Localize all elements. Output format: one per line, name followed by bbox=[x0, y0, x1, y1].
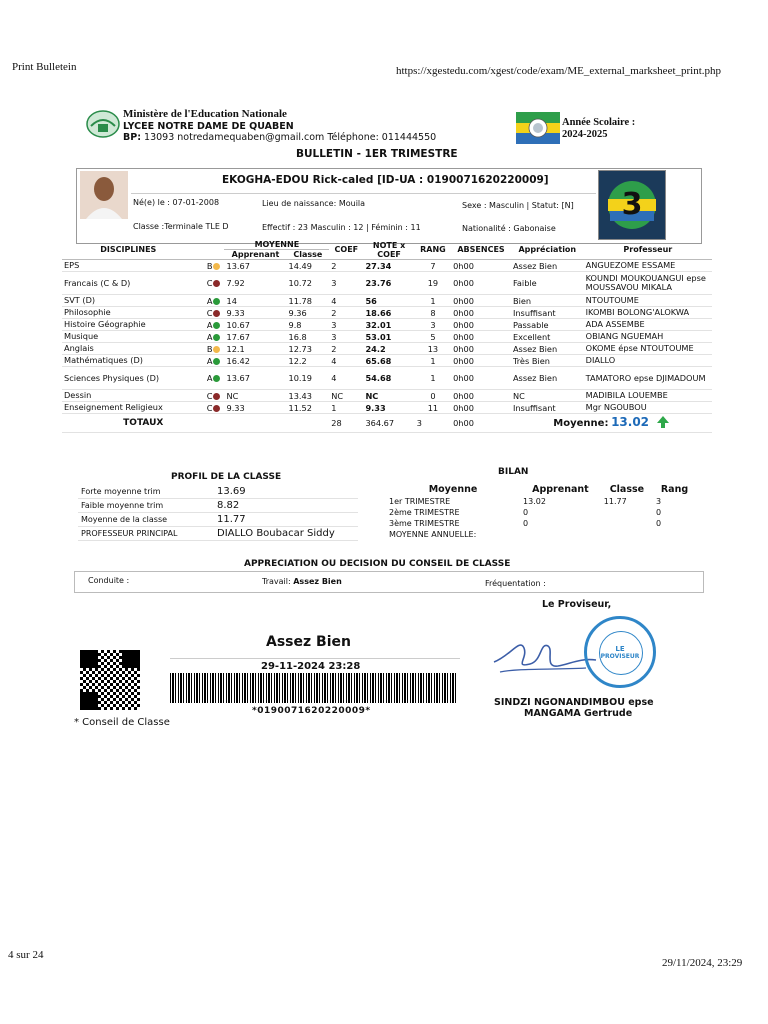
absences: 0h00 bbox=[451, 343, 511, 355]
bilan-trimestre: 2ème TRIMESTRE bbox=[389, 508, 460, 517]
header-grade-blank bbox=[195, 240, 225, 260]
discipline-name: Francais (C & D) bbox=[62, 272, 195, 295]
proviseur-label: Le Proviseur, bbox=[542, 599, 612, 610]
discipline-name: SVT (D) bbox=[62, 295, 195, 307]
decision-box bbox=[74, 571, 704, 593]
note-coef: NC bbox=[363, 390, 414, 402]
professeur-name: ADA ASSEMBE bbox=[584, 319, 712, 331]
bilan-row bbox=[386, 518, 696, 529]
classe-average: 10.19 bbox=[286, 367, 329, 390]
apprenant-average: 16.42 bbox=[224, 355, 286, 367]
bilan-classe bbox=[601, 518, 653, 529]
print-title: Print Bulletein bbox=[12, 61, 77, 73]
absences: 0h00 bbox=[451, 260, 511, 272]
grade-row bbox=[62, 295, 712, 307]
grade-letter: C bbox=[206, 402, 213, 413]
bilan-classe: 11.77 bbox=[603, 497, 627, 506]
profil-row bbox=[78, 499, 358, 513]
header-appreciation: Appréciation bbox=[511, 240, 584, 260]
appreciation: Assez Bien bbox=[511, 367, 584, 390]
discipline-name: Musique bbox=[62, 331, 195, 343]
coefficient: 4 bbox=[329, 355, 363, 367]
totaux-note: 364.67 bbox=[363, 414, 414, 433]
absences: 0h00 bbox=[451, 319, 511, 331]
bilan-rang: 0 bbox=[655, 519, 662, 528]
coefficient: 4 bbox=[329, 295, 363, 307]
grade-row bbox=[62, 272, 712, 295]
bilan-apprenant: 13.02 bbox=[523, 497, 546, 506]
rang: 19 bbox=[415, 272, 451, 295]
rang: 1 bbox=[415, 295, 451, 307]
bilan-trimestre: 1er TRIMESTRE bbox=[389, 497, 451, 506]
rank-badge-number: 3 bbox=[621, 187, 643, 222]
apprenant-average: 7.92 bbox=[224, 272, 286, 295]
grade-dot-icon bbox=[213, 310, 220, 317]
absences: 0h00 bbox=[451, 367, 511, 390]
note-coef: 65.68 bbox=[363, 355, 414, 367]
bilan-rang: 0 bbox=[655, 508, 662, 517]
moyenne-cell bbox=[511, 414, 712, 433]
class-effectif: Effectif : 23 Masculin : 12 | Féminin : 11 bbox=[262, 223, 421, 232]
arrow-up-icon bbox=[656, 415, 670, 431]
absences: 0h00 bbox=[451, 402, 511, 414]
moyenne-value: 13.02 bbox=[611, 414, 650, 429]
note-coef: 27.34 bbox=[363, 260, 414, 272]
apprenant-average: 14 bbox=[224, 295, 286, 307]
bilan-classe bbox=[601, 507, 653, 518]
stamp-text-proviseur: PROVISEUR bbox=[600, 653, 640, 660]
barcode-text: *0190071620220009* bbox=[252, 706, 371, 716]
bilan-body bbox=[386, 496, 696, 529]
grade-dot-icon bbox=[213, 334, 220, 341]
professeur-name: ANGUEZOME ESSAME bbox=[584, 260, 712, 272]
student-nationality: Nationalité : Gabonaise bbox=[462, 224, 556, 233]
note-coef: 18.66 bbox=[363, 307, 414, 319]
classe-average: 13.43 bbox=[286, 390, 329, 402]
appreciation: Très Bien bbox=[511, 355, 584, 367]
grade-dot-icon bbox=[213, 358, 220, 365]
travail-label: Travail: bbox=[262, 577, 291, 586]
header-rang: RANG bbox=[415, 240, 451, 260]
classe-average: 14.49 bbox=[286, 260, 329, 272]
classe-average: 11.52 bbox=[286, 402, 329, 414]
discipline-name: Enseignement Religieux bbox=[62, 402, 195, 414]
grade-cell bbox=[195, 295, 225, 307]
bulletin-title: BULLETIN - 1ER TRIMESTRE bbox=[296, 148, 458, 160]
grade-letter: B bbox=[206, 260, 213, 271]
appreciation: Insuffisant bbox=[511, 402, 584, 414]
grade-cell bbox=[195, 343, 225, 355]
header-coef: COEF bbox=[329, 240, 363, 260]
header-apprenant: Apprenant bbox=[224, 250, 286, 260]
grade-row bbox=[62, 390, 712, 402]
bilan-row bbox=[386, 496, 696, 507]
grade-cell bbox=[195, 367, 225, 390]
grade-cell bbox=[195, 319, 225, 331]
profil-label: Moyenne de la classe bbox=[78, 513, 214, 527]
absences: 0h00 bbox=[451, 355, 511, 367]
grade-cell bbox=[195, 260, 225, 272]
student-class: Classe :Terminale TLE D bbox=[133, 222, 229, 231]
classe-average: 12.2 bbox=[286, 355, 329, 367]
coefficient: NC bbox=[329, 390, 363, 402]
rang: 1 bbox=[415, 367, 451, 390]
signature bbox=[490, 628, 600, 688]
bilan-h-rang: Rang bbox=[660, 484, 689, 495]
appreciation: Passable bbox=[511, 319, 584, 331]
appreciation: Insuffisant bbox=[511, 307, 584, 319]
apprenant-average: 9.33 bbox=[224, 307, 286, 319]
student-info-divider bbox=[131, 193, 596, 194]
bilan-trimestre: 3ème TRIMESTRE bbox=[389, 519, 460, 528]
header-disciplines: DISCIPLINES bbox=[62, 240, 195, 260]
coefficient: 3 bbox=[329, 272, 363, 295]
bilan-annuelle-row bbox=[386, 529, 696, 540]
profil-label: Faible moyenne trim bbox=[78, 499, 214, 513]
apprenant-average: 13.67 bbox=[224, 367, 286, 390]
grade-row bbox=[62, 307, 712, 319]
bilan-annuelle-blank bbox=[520, 529, 696, 540]
grade-cell bbox=[195, 272, 225, 295]
appreciation: NC bbox=[511, 390, 584, 402]
totaux-absences: 0h00 bbox=[451, 414, 511, 433]
apprenant-average: 17.67 bbox=[224, 331, 286, 343]
conseil-note: * Conseil de Classe bbox=[74, 717, 170, 728]
appreciation: Assez Bien bbox=[511, 343, 584, 355]
discipline-name: Sciences Physiques (D) bbox=[62, 367, 195, 390]
note-coef: 24.2 bbox=[363, 343, 414, 355]
bp-label: BP: bbox=[123, 132, 142, 143]
bilan-h-apprenant: Apprenant bbox=[532, 484, 589, 495]
appreciation: Assez Bien bbox=[511, 260, 584, 272]
profil-table bbox=[78, 485, 358, 541]
profil-value: 13.69 bbox=[214, 485, 358, 499]
grade-dot-icon bbox=[213, 346, 220, 353]
coefficient: 2 bbox=[329, 260, 363, 272]
grade-dot-icon bbox=[213, 280, 220, 287]
profil-body bbox=[78, 485, 358, 541]
grade-letter: C bbox=[206, 278, 213, 288]
note-coef: 53.01 bbox=[363, 331, 414, 343]
bilan-h-classe: Classe bbox=[609, 484, 645, 495]
year-label: Année Scolaire : bbox=[562, 117, 636, 128]
professeur-name: OBIANG NGUEMAH bbox=[584, 331, 712, 343]
bilan-header-row bbox=[386, 483, 696, 496]
note-coef: 54.68 bbox=[363, 367, 414, 390]
professeur-name: OKOME épse NTOUTOUME bbox=[584, 343, 712, 355]
print-page-number: 4 sur 24 bbox=[8, 949, 44, 961]
professeur-name: TAMATORO epse DJIMADOUM bbox=[584, 367, 712, 390]
bilan-title: BILAN bbox=[498, 467, 529, 477]
grade-letter: C bbox=[206, 307, 213, 318]
profil-row bbox=[78, 513, 358, 527]
absences: 0h00 bbox=[451, 272, 511, 295]
coefficient: 3 bbox=[329, 331, 363, 343]
contact-text: 13093 notredamequaben@gmail.com Téléphone: 011444550 bbox=[144, 132, 437, 143]
grade-row bbox=[62, 319, 712, 331]
grade-dot-icon bbox=[213, 375, 220, 382]
student-sex-status: Sexe : Masculin | Statut: [N] bbox=[462, 201, 574, 210]
gabon-flag-emblem bbox=[516, 112, 560, 144]
school-name: LYCEE NOTRE DAME DE QUABEN bbox=[123, 121, 294, 132]
header-classe: Classe bbox=[286, 250, 329, 260]
proviseur-name-2: MANGAMA Gertrude bbox=[524, 708, 633, 719]
coefficient: 4 bbox=[329, 367, 363, 390]
travail-field bbox=[262, 577, 342, 586]
profil-label: PROFESSEUR PRINCIPAL bbox=[78, 527, 214, 541]
moyenne-label: Moyenne: bbox=[553, 417, 609, 429]
grade-row bbox=[62, 260, 712, 272]
student-name: EKOGHA-EDOU Rick-caled [ID-UA : 0190071620220009] bbox=[222, 174, 549, 186]
rang: 8 bbox=[415, 307, 451, 319]
classe-average: 11.78 bbox=[286, 295, 329, 307]
grade-letter: A bbox=[206, 295, 213, 306]
student-birthplace: Lieu de naissance: Mouila bbox=[262, 199, 366, 208]
note-coef: 56 bbox=[363, 295, 414, 307]
mention-text: Assez Bien bbox=[266, 634, 351, 650]
appreciation: Excellent bbox=[511, 331, 584, 343]
profil-value: 11.77 bbox=[214, 513, 358, 527]
grade-cell bbox=[195, 307, 225, 319]
absences: 0h00 bbox=[451, 390, 511, 402]
student-birth-date: Né(e) le : 07-01-2008 bbox=[133, 198, 220, 207]
absences: 0h00 bbox=[451, 295, 511, 307]
ministry-name: Ministère de l'Education Nationale bbox=[123, 108, 287, 120]
totaux-rang: 3 bbox=[415, 414, 451, 433]
totaux-blank bbox=[224, 414, 329, 433]
rang: 7 bbox=[415, 260, 451, 272]
school-year: 2024-2025 bbox=[562, 129, 608, 140]
header-note-coef: NOTE x COEF bbox=[363, 240, 414, 260]
print-date: 29-11-2024 23:28 bbox=[261, 661, 361, 672]
barcode-top-rule bbox=[170, 658, 460, 659]
totaux-row bbox=[62, 414, 712, 433]
classe-average: 10.72 bbox=[286, 272, 329, 295]
print-url: https://xgestedu.com/xgest/code/exam/ME_external_marksheet_print.php bbox=[396, 65, 722, 77]
absences: 0h00 bbox=[451, 307, 511, 319]
rang: 13 bbox=[415, 343, 451, 355]
totaux-label: TOTAUX bbox=[62, 414, 224, 433]
grade-letter: B bbox=[206, 343, 213, 354]
grade-row bbox=[62, 343, 712, 355]
professeur-name: Mgr NGOUBOU bbox=[584, 402, 712, 414]
classe-average: 9.8 bbox=[286, 319, 329, 331]
note-coef: 23.76 bbox=[363, 272, 414, 295]
coefficient: 1 bbox=[329, 402, 363, 414]
school-contact bbox=[123, 132, 436, 143]
profil-title: PROFIL DE LA CLASSE bbox=[171, 472, 282, 482]
coefficient: 2 bbox=[329, 343, 363, 355]
discipline-name: Anglais bbox=[62, 343, 195, 355]
apprenant-average: 13.67 bbox=[224, 260, 286, 272]
classe-average: 16.8 bbox=[286, 331, 329, 343]
bilan-h-moyenne: Moyenne bbox=[428, 484, 478, 495]
grade-letter: A bbox=[206, 355, 213, 366]
discipline-name: Philosophie bbox=[62, 307, 195, 319]
professeur-name: KOUNDI MOUKOUANGUI epse MOUSSAVOU MIKALA bbox=[584, 272, 712, 295]
grade-letter: A bbox=[206, 373, 213, 383]
grade-dot-icon bbox=[213, 322, 220, 329]
student-photo bbox=[80, 171, 128, 219]
stamp-text-le: LE bbox=[615, 645, 625, 653]
bilan-apprenant: 0 bbox=[523, 508, 529, 517]
grade-row bbox=[62, 402, 712, 414]
grade-dot-icon bbox=[213, 298, 220, 305]
appreciation: Bien bbox=[511, 295, 584, 307]
professeur-name: MADIBILA LOUEMBE bbox=[584, 390, 712, 402]
grade-letter: C bbox=[206, 390, 213, 401]
conduite-label: Conduite : bbox=[88, 576, 130, 585]
apprenant-average: 10.67 bbox=[224, 319, 286, 331]
profil-value: 8.82 bbox=[214, 499, 358, 513]
apprenant-average: NC bbox=[224, 390, 286, 402]
rang: 0 bbox=[415, 390, 451, 402]
grade-row bbox=[62, 355, 712, 367]
coefficient: 3 bbox=[329, 319, 363, 331]
profil-row bbox=[78, 485, 358, 499]
apprenant-average: 9.33 bbox=[224, 402, 286, 414]
travail-value: Assez Bien bbox=[293, 577, 342, 586]
header-absences: ABSENCES bbox=[451, 240, 511, 260]
professeur-name: IKOMBI BOLONG'ALOKWA bbox=[584, 307, 712, 319]
rang: 1 bbox=[415, 355, 451, 367]
totaux-coef: 28 bbox=[329, 414, 363, 433]
grade-cell bbox=[195, 331, 225, 343]
grade-cell bbox=[195, 390, 225, 402]
note-coef: 9.33 bbox=[363, 402, 414, 414]
grade-dot-icon bbox=[213, 393, 220, 400]
grade-cell bbox=[195, 402, 225, 414]
rang: 3 bbox=[415, 319, 451, 331]
discipline-name: Mathématiques (D) bbox=[62, 355, 195, 367]
discipline-name: Dessin bbox=[62, 390, 195, 402]
bilan-apprenant: 0 bbox=[523, 519, 529, 528]
official-stamp bbox=[584, 616, 656, 688]
discipline-name: Histoire Géographie bbox=[62, 319, 195, 331]
rang: 11 bbox=[415, 402, 451, 414]
decision-title: APPRECIATION OU DECISION DU CONSEIL DE CLASSE bbox=[244, 559, 511, 569]
profil-row bbox=[78, 527, 358, 541]
grade-letter: A bbox=[206, 319, 213, 330]
grades-header-row-1 bbox=[62, 240, 712, 250]
appreciation: Faible bbox=[511, 272, 584, 295]
bilan-row bbox=[386, 507, 696, 518]
discipline-name: EPS bbox=[62, 260, 195, 272]
rang: 5 bbox=[415, 331, 451, 343]
grade-row bbox=[62, 331, 712, 343]
profil-label: Forte moyenne trim bbox=[78, 485, 214, 499]
frequentation-label: Fréquentation : bbox=[485, 579, 546, 588]
grade-letter: A bbox=[206, 331, 213, 342]
absences: 0h00 bbox=[451, 331, 511, 343]
barcode bbox=[170, 673, 458, 703]
proviseur-name-1: SINDZI NGONANDIMBOU epse bbox=[494, 697, 654, 708]
qr-code bbox=[80, 650, 140, 710]
rank-badge bbox=[598, 170, 666, 240]
note-coef: 32.01 bbox=[363, 319, 414, 331]
profil-value: DIALLO Boubacar Siddy bbox=[214, 527, 358, 541]
bilan-table bbox=[386, 483, 696, 540]
coefficient: 2 bbox=[329, 307, 363, 319]
grades-table bbox=[62, 240, 712, 433]
grade-cell bbox=[195, 355, 225, 367]
professeur-name: DIALLO bbox=[584, 355, 712, 367]
professeur-name: NTOUTOUME bbox=[584, 295, 712, 307]
header-professeur: Professeur bbox=[584, 240, 712, 260]
classe-average: 12.73 bbox=[286, 343, 329, 355]
print-datetime: 29/11/2024, 23:29 bbox=[662, 957, 743, 969]
header-moyenne: MOYENNE bbox=[224, 240, 329, 250]
school-logo bbox=[86, 110, 120, 138]
grade-dot-icon bbox=[213, 405, 220, 412]
bilan-rang: 3 bbox=[655, 497, 662, 506]
grades-body bbox=[62, 260, 712, 414]
grade-dot-icon bbox=[213, 263, 220, 270]
bilan-annuelle: MOYENNE ANNUELLE: bbox=[389, 530, 477, 539]
apprenant-average: 12.1 bbox=[224, 343, 286, 355]
grade-row bbox=[62, 367, 712, 390]
classe-average: 9.36 bbox=[286, 307, 329, 319]
